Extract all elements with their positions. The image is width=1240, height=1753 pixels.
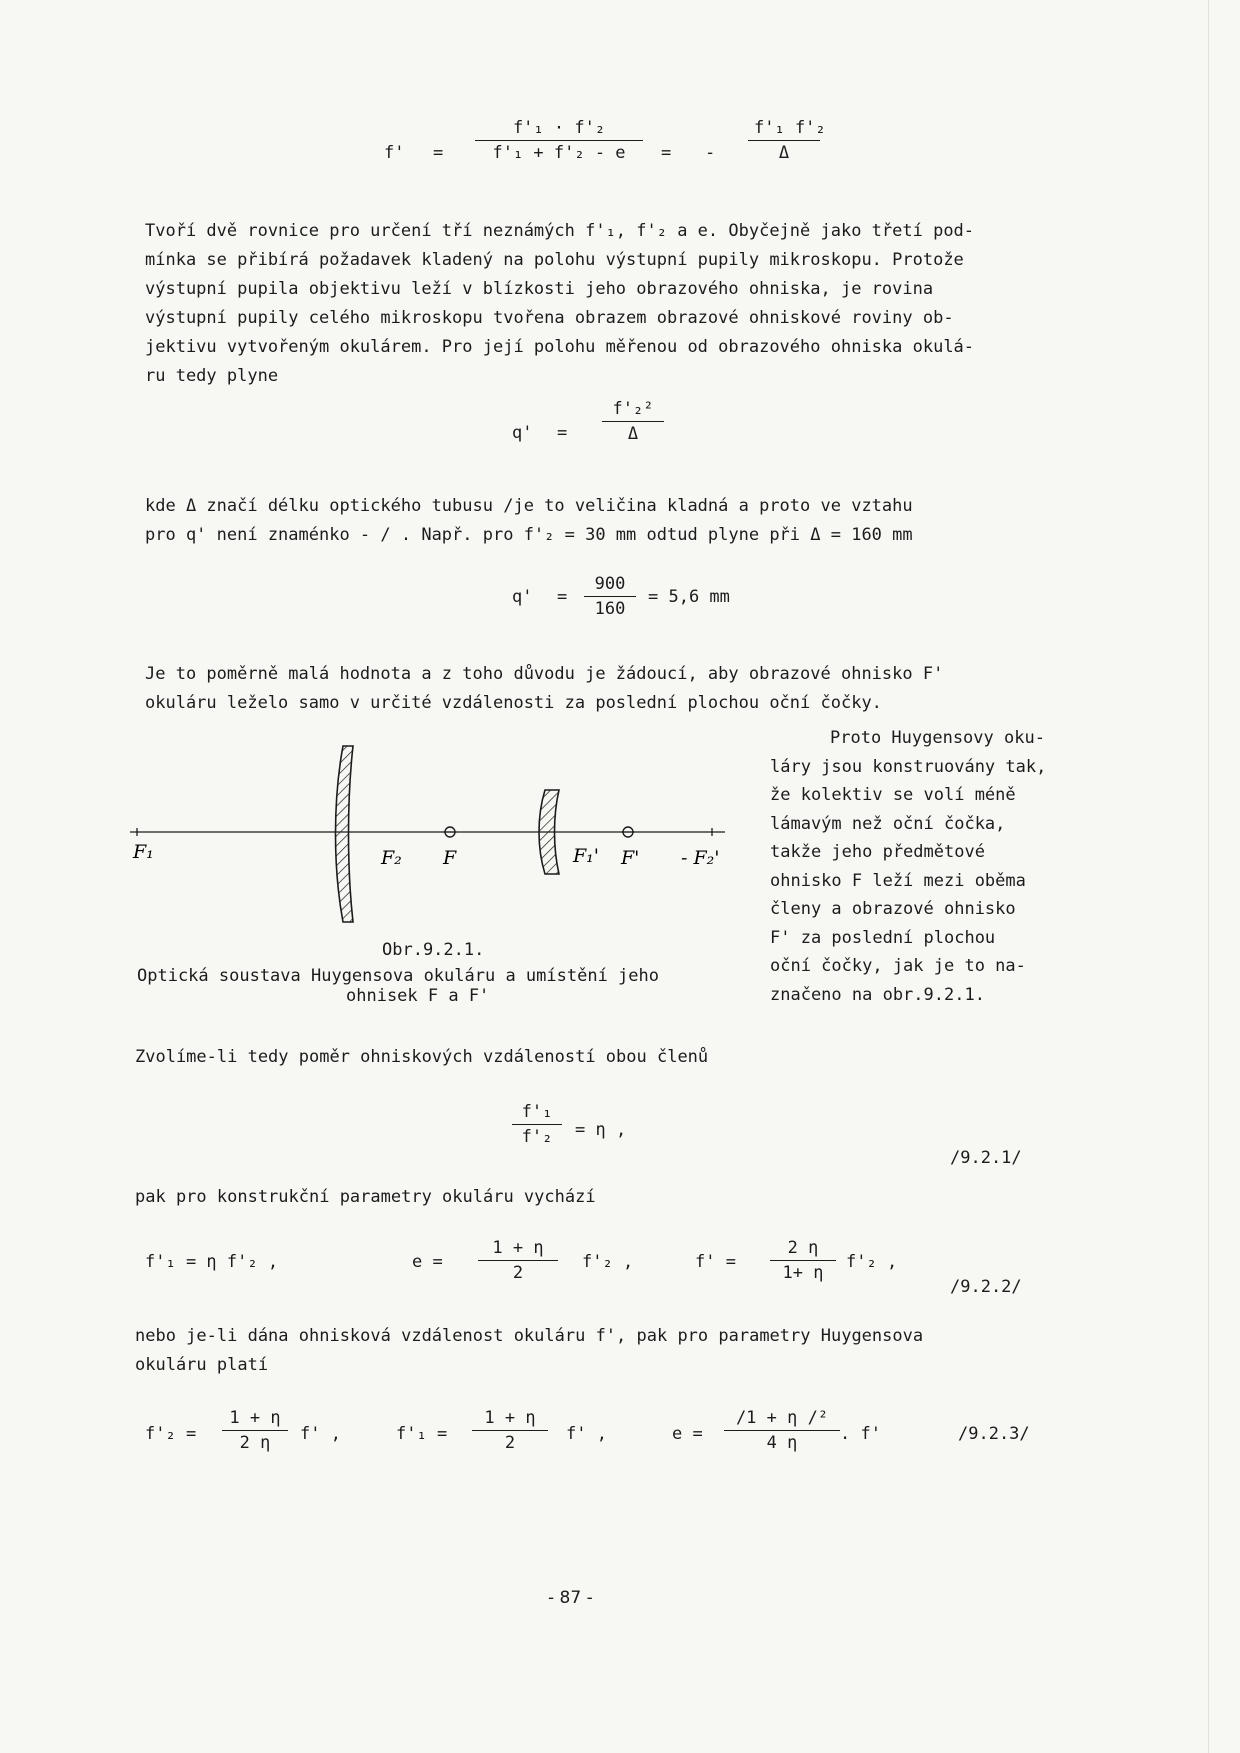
- eq-9-2-3-part-c-lhs: e =: [672, 1424, 703, 1444]
- label-f1-prime: F₁': [573, 845, 600, 867]
- figure-number: Obr.9.2.1.: [382, 940, 485, 960]
- eq-9-2-2-part-c-fraction: [770, 1238, 836, 1283]
- label-f2-prime: - F₂': [681, 847, 720, 869]
- side-line-1: Proto Huygensovy oku-: [830, 728, 1045, 748]
- paragraph-1-line-4: výstupní pupily celého mikroskopu tvořena obrazem obrazové ohniskové roviny ob-: [145, 308, 954, 328]
- paragraph-2-line-1: kde Δ značí délku optického tubusu /je to veličina kladná a proto ve vztahu: [145, 496, 913, 516]
- side-paragraph: [770, 724, 1100, 1009]
- field-lens: [336, 746, 354, 922]
- eq-9-2-3-part-c-rhs: . f': [840, 1424, 881, 1444]
- eq-9-2-3-part-b-rhs: f' ,: [566, 1424, 607, 1444]
- eq-q2-result: = 5,6 mm: [648, 587, 730, 607]
- side-line-2: láry jsou konstruovány tak,: [770, 756, 1047, 777]
- paragraph-1-line-1: Tvoří dvě rovnice pro určení tří neznámých f'₁, f'₂ a e. Obyčejně jako třetí pod-: [145, 221, 975, 241]
- eq-q2-equals: =: [557, 587, 568, 607]
- paragraph-4: Zvolíme-li tedy poměr ohniskových vzdáleností obou členů: [135, 1047, 709, 1067]
- paragraph-3-line-1: Je to poměrně malá hodnota a z toho důvodu je žádoucí, aby obrazové ohnisko F': [145, 664, 944, 684]
- paragraph-6-line-2: okuláru platí: [135, 1355, 269, 1375]
- side-line-8: F' za poslední plochou: [770, 927, 996, 948]
- side-line-9: oční čočky, jak je to na-: [770, 956, 1026, 976]
- eq-q2-numerator: 900: [584, 574, 636, 597]
- side-line-4: lámavým než oční čočka,: [770, 813, 1006, 834]
- paragraph-2-line-2: pro q' není znaménko - / . Např. pro f'₂ = 30 mm odtud plyne při Δ = 160 mm: [145, 525, 913, 545]
- eq-q2-denominator: 160: [594, 599, 626, 619]
- eq-top-numerator-1: f'₁ · f'₂: [475, 118, 643, 141]
- paragraph-3-line-2: okuláru leželo samo v určité vzdálenosti za poslední plochou oční čočky.: [145, 693, 882, 713]
- eq-9-2-2-b-numerator: 1 + η: [478, 1238, 558, 1261]
- eq-9-2-3-part-b-lhs: f'₁ =: [396, 1424, 448, 1444]
- eq-9-2-3-b-denominator: 2: [504, 1433, 516, 1453]
- eq-9-2-2-tag: /9.2.2/: [950, 1277, 1022, 1297]
- eq-9-2-3-part-b-fraction: [472, 1408, 548, 1453]
- eq-9-2-3-c-numerator: /1 + η /²: [724, 1408, 840, 1431]
- eq-top-denominator-2: Δ: [778, 143, 790, 163]
- eq-q-denominator: Δ: [627, 424, 639, 444]
- eq-top-numerator-2: f'₁ f'₂: [748, 118, 820, 141]
- eq-q2-lhs: q': [512, 587, 533, 607]
- eq-9-2-3-part-a-rhs: f' ,: [300, 1424, 341, 1444]
- paragraph-1-line-3: výstupní pupila objektivu leží v blízkosti jeho obrazového ohniska, je rovina: [145, 279, 934, 299]
- side-line-5: takže jeho předmětové: [770, 842, 985, 862]
- page-number: - 87 -: [548, 1588, 593, 1608]
- eq-q-lhs: q': [512, 423, 533, 443]
- eq-top-minus: -: [705, 143, 716, 163]
- eq-top-fraction-1: [475, 118, 643, 163]
- eq-q-numerator: f'₂²: [602, 399, 664, 422]
- eq-9-2-3-a-numerator: 1 + η: [222, 1408, 288, 1431]
- eq-9-2-2-part-b-rhs: f'₂ ,: [582, 1252, 634, 1272]
- scan-edge-line: [1208, 0, 1209, 1753]
- eq-top-denominator-1: f'₁ + f'₂ - e: [492, 143, 626, 163]
- paragraph-2: [145, 492, 1075, 550]
- eq-9-2-2-part-c-lhs: f' =: [695, 1252, 736, 1272]
- eq-top-equals-1: =: [433, 143, 444, 163]
- eq-9-2-2-part-c-rhs: f'₂ ,: [846, 1252, 898, 1272]
- eq-9-2-3-tag: /9.2.3/: [958, 1424, 1030, 1444]
- eq-top-equals-2: =: [661, 143, 672, 163]
- label-f1: F₁: [133, 841, 154, 863]
- eq-9-2-2-part-b-fraction: [478, 1238, 558, 1283]
- figure-caption-line-1: Optická soustava Huygensova okuláru a umístění jeho: [137, 966, 659, 986]
- eq-9-2-3-c-denominator: 4 η: [766, 1433, 798, 1453]
- eq-9-2-2-c-numerator: 2 η: [770, 1238, 836, 1261]
- eq-ratio-rhs: = η ,: [575, 1120, 627, 1140]
- figure-caption-line-2: ohnisek F a F': [346, 986, 490, 1006]
- eq-9-2-3-part-a-lhs: f'₂ =: [145, 1424, 197, 1444]
- side-line-7: členy a obrazové ohnisko: [770, 899, 1016, 919]
- eq-9-2-3-part-a-fraction: [222, 1408, 288, 1453]
- paragraph-1-line-6: ru tedy plyne: [145, 366, 279, 386]
- eq-ratio-numerator: f'₁: [512, 1102, 562, 1125]
- paragraph-5: pak pro konstrukční parametry okuláru vychází: [135, 1187, 596, 1207]
- optical-diagram: [125, 740, 745, 940]
- eq-ratio-denominator: f'₂: [521, 1127, 553, 1147]
- eq-9-2-2-part-b-lhs: e =: [412, 1252, 443, 1272]
- eq-9-2-2-b-denominator: 2: [512, 1263, 524, 1283]
- paragraph-6-line-1: nebo je-li dána ohnisková vzdálenost okuláru f', pak pro parametry Huygensova: [135, 1326, 924, 1346]
- eq-q2-fraction: [584, 574, 636, 619]
- eq-ratio-fraction: [512, 1102, 562, 1147]
- paragraph-1: [145, 217, 1075, 391]
- label-f: F: [443, 847, 457, 869]
- eq-9-2-2-part-a: f'₁ = η f'₂ ,: [145, 1252, 279, 1272]
- paragraph-1-line-2: mínka se přibírá požadavek kladený na polohu výstupní pupily mikroskopu. Protože: [145, 250, 964, 270]
- eq-9-2-3-b-numerator: 1 + η: [472, 1408, 548, 1431]
- eq-q-fraction: [602, 399, 664, 444]
- paragraph-6: [135, 1322, 1065, 1380]
- eq-top-lhs: f': [384, 143, 405, 163]
- label-f2: F₂: [381, 847, 402, 869]
- paragraph-3: [145, 660, 1075, 718]
- eq-9-2-1-tag: /9.2.1/: [950, 1148, 1022, 1168]
- paragraph-1-line-5: jektivu vytvořeným okulárem. Pro její polohu měřenou od obrazového ohniska okulá-: [145, 337, 975, 357]
- side-line-6: ohnisko F leží mezi oběma: [770, 870, 1026, 891]
- eq-9-2-3-a-denominator: 2 η: [239, 1433, 271, 1453]
- side-line-10: značeno na obr.9.2.1.: [770, 984, 985, 1005]
- label-f-prime: F': [621, 847, 640, 869]
- side-line-3: že kolektiv se volí méně: [770, 785, 1016, 805]
- eq-9-2-2-c-denominator: 1+ η: [782, 1263, 824, 1283]
- eq-9-2-3-part-c-fraction: [724, 1408, 840, 1453]
- eq-q-equals: =: [557, 423, 568, 443]
- eq-top-fraction-2: [748, 118, 826, 163]
